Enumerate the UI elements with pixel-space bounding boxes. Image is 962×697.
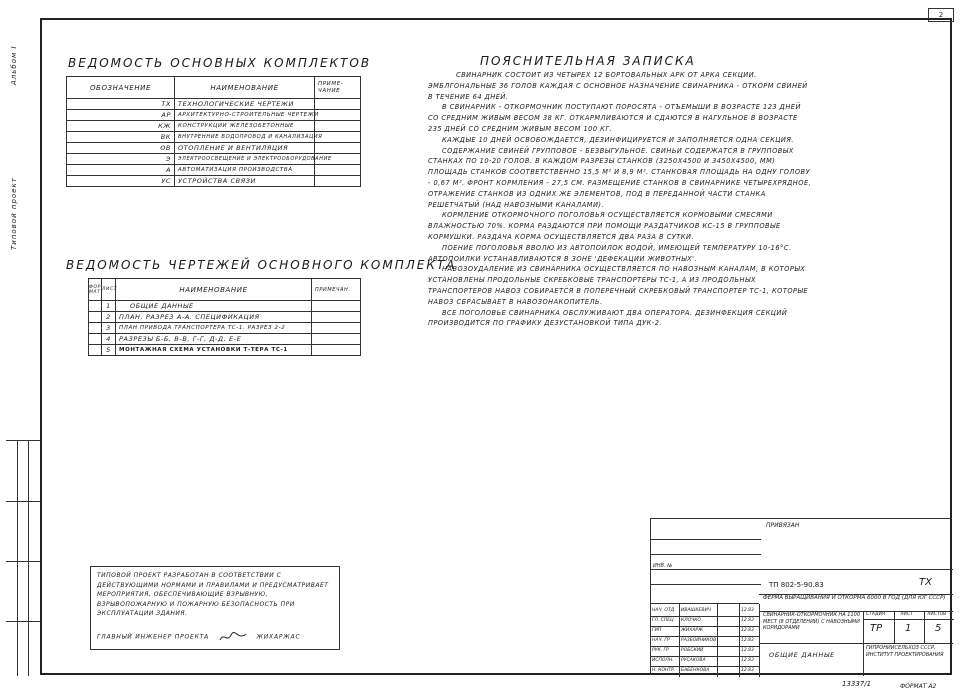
signature-mark-icon [218,631,248,643]
role-date: 12.83 [741,618,754,623]
drawing-name: МОНТАЖНАЯ СХЕМА УСТАНОВКИ Т-ТЕРА ТС-1 [116,345,312,356]
role-title: НАЧ. ОТД [652,608,675,613]
drawings-title: ВЕДОМОСТЬ ЧЕРТЕЖЕЙ ОСНОВНОГО КОМПЛЕКТА [66,258,457,272]
role-title: ИСПОЛН. [652,658,674,663]
note-paragraph: КАЖДЫЕ 10 ДНЕЙ ОСВОБОЖДАЕТСЯ, ДЕЗИНФИЦИРУЕТСЯ И ЗАПОЛНЯЕТСЯ ОДНА СЕКЦИЯ. [442,135,794,144]
title-block [650,518,952,675]
note-paragraph: ВСЕ ПОГОЛОВЬЕ СВИНАРНИКА ОБСЛУЖИВАЮТ ДВА ОПЕРАТОРА. ДЕЗИНФЕКЦИЯ СЕКЦИЙ ПРОИЗВОДИТСЯ ПО ГРАФИКУ ДЕЗУСТАНОВКОЙ ТИПА ДУК-2. [428,308,788,328]
role-name: ЖИХАРЖ [681,628,703,633]
note-paragraph: В СВИНАРНИК - ОТКОРМОЧНИК ПОСТУПАЮТ ПОРОСЯТА - ОТЪЕМЫШИ В ВОЗРАСТЕ 123 ДНЕЙ СО СРЕДНИМ ЖИВЫМ ВЕСОМ 38 КГ. ОТКАРМЛИВАЮТСЯ И СДАЮТСЯ В НАГУЛЬНОЕ В ВОЗРАСТЕ 235 ДНЕЙ СО СРЕДНИМ ЖИВЫМ ВЕСОМ 100 КГ. [428,103,801,133]
role-title: РУК. ГР [652,648,669,653]
role-name: БАБЕНКОВА [681,668,710,673]
stage-value: ТР [870,623,883,634]
role-title: Н. КОНТР. [652,668,676,673]
kits-name: ЭЛЕКТРООСВЕЩЕНИЕ И ЭЛЕКТРООБОРУДОВАНИЕ [175,154,315,165]
building-desc: СВИНАРНИК-ОТКОРМОЧНИК НА 1100 МЕСТ (8 ОТДЕЛЕНИЙ) С НАВОЗНЫМИ КОРИДОРАМИ [763,612,861,631]
note-paragraph: НАВОЗОУДАЛЕНИЕ ИЗ СВИНАРНИКА ОСУЩЕСТВЛЯЕТСЯ ПО НАВОЗНЫМ КАНАЛАМ, В КОТОРЫХ УСТАНОВЛЕНЫ ПРОДОЛЬНЫЕ СКРЕБКОВЫЕ ТРАНСПОРТЕРЫ ТС-1, А ИЗ ПРОДОЛЬНЫХ ТРАНСПОРТЕРОВ НАВОЗ СОБИРАЕТСЯ В ПОПЕРЕЧНЫЙ СКРЕБКОВЫЙ ТРАНСПОРТЕР ТС-1, КОТОРЫЕ НАВОЗ СБРАСЫВАЕТ В НАВОЗОНАКОПИТЕЛЬ. [428,265,809,306]
sheet-header: ЛИСТ [900,612,913,617]
kits-name: УСТРОЙСТВА СВЯЗИ [175,176,315,187]
kits-code: Э [67,154,175,165]
institute: ГИПРОНИИСЕЛЬХОЗ СССР, ИНСТИТУТ ПРОЕКТИРОВАНИЯ [866,645,944,658]
doc-mark: ТХ [919,577,932,588]
kits-code: ВК [67,132,175,143]
drawing-name: РАЗРЕЗЫ Б-Б, В-В, Г-Г, Д-Д, Е-Е [116,334,312,345]
stage-header: СТАДИЯ [866,612,885,617]
drawing-name: ОБЩИЕ ДАННЫЕ [116,301,312,312]
kits-name: АВТОМАТИЗАЦИЯ ПРОИЗВОДСТВА [175,165,315,176]
kits-name: КОНСТРУКЦИИ ЖЕЛЕЗОБЕТОННЫЕ [175,121,315,132]
kits-table [66,76,361,187]
note-paragraph: КОРМЛЕНИЕ ОТКОРМОЧНОГО ПОГОЛОВЬЯ ОСУЩЕСТВЛЯЕТСЯ КОРМОВЫМИ СМЕСЯМИ ВЛАЖНОСТЬЮ 70%. КОРМА РАЗДАЮТСЯ ПРИ ПОМОЩИ РАЗДАТЧИКОВ КС-15 В ГРУППОВЫЕ КОРМУШКИ. РАЗДАЧА КОРМА ОСУЩЕСТВЛЯЕТСЯ ДВА РАЗА В СУТКИ. [428,211,781,241]
role-name: ИВАШКЕВИЧ [681,608,711,613]
inv-label: ИНВ. № [653,563,673,569]
kits-header-code: ОБОЗНАЧЕНИЕ [67,77,175,99]
role-date: 12.83 [741,608,754,613]
drawings-table [88,278,361,356]
drawings-header-format: ФОР-МАТ [89,279,102,301]
sheet-number-box [928,8,954,22]
drawings-header-note: ПРИМЕЧАН. [312,279,361,301]
signature-name: ЖИХАРЖАС [256,633,301,641]
sheets-value: 5 [935,623,942,634]
role-date: 12.83 [741,638,754,643]
drawing-sheet-no: 2 [102,312,116,323]
drawing-sheet-no: 5 [102,345,116,356]
kits-header-note: ПРИМЕ-ЧАНИЕ [315,77,361,99]
drawing-sheet-no: 3 [102,323,116,334]
kits-code: А [67,165,175,176]
kits-code: УС [67,176,175,187]
kits-name: АРХИТЕКТУРНО-СТРОИТЕЛЬНЫЕ ЧЕРТЕЖИ [175,110,315,121]
note-paragraph: СВИНАРНИК СОСТОИТ ИЗ ЧЕТЫРЕХ 12 БОРТОВАЛЬНЫХ АРК ОТ АРКА СЕКЦИИ. ЭМБЛГОНАЛЬНЫЕ 36 ГОЛОВ КАЖДАЯ С ОСНОВНОЕ НАЗНАЧЕНИЕ СВИНАРНИКА - ОТКОРМ СВИНЕЙ В ТЕЧЕНИЕ 64 ДНЕЙ. [428,71,808,101]
kits-title: ВЕДОМОСТЬ ОСНОВНЫХ КОМПЛЕКТОВ [68,56,372,70]
drawings-header-sheet: ЛИСТ [102,279,116,301]
note-paragraph: ПОЕНИЕ ПОГОЛОВЬЯ ВВОЛЮ ИЗ АВТОПОИЛОК ВОДОЙ, ИМЕЮЩЕЙ ТЕМПЕРАТУРУ 10-16°С. АВТОПОИЛКИ УСТАНАВЛИВАЮТСЯ В ЗОНЕ 'ДЕФЕКАЦИИ ЖИВОТНЫХ'. [428,243,792,263]
role-name: КЛОЧКО [681,618,701,623]
sheet-title: ОБЩИЕ ДАННЫЕ [769,651,836,659]
role-date: 12.83 [741,668,754,673]
sheets-header: ЛИСТОВ [927,612,947,617]
drawing-sheet-no: 1 [102,301,116,312]
binding-grid [6,440,40,676]
note-title: ПОЯСНИТЕЛЬНАЯ ЗАПИСКА [480,54,696,68]
role-title: ГИП [652,628,662,633]
role-title: НАЧ. ГР [652,638,670,643]
role-name: РУСАКОВА [681,658,706,663]
side-label-project: Типовой проект [10,177,18,250]
binding-label: ПРИВЯЗАН [766,522,800,529]
org-desc: ФЕРМА ВЫРАЩИВАНИЯ И ОТКОРМА 6000 В ГОД (ДЛЯ ЮГ СССР) [763,595,946,601]
copy-number: 13337/1 [842,680,872,688]
role-date: 12.83 [741,648,754,653]
drawings-header-name: НАИМЕНОВАНИЕ [116,279,312,301]
note-body [428,70,813,415]
kits-name: ТЕХНОЛОГИЧЕСКИЕ ЧЕРТЕЖИ [175,99,315,110]
kits-code: ТХ [67,99,175,110]
doc-code: ТП 802-5-90.83 [769,581,824,589]
role-title: ГЛ. СПЕЦ [652,618,674,623]
drawing-name: ПЛАН ПРИВОДА ТРАНСПОРТЕРА ТС-1. РАЗРЕЗ 2-2 [116,323,312,334]
compliance-text: ТИПОВОЙ ПРОЕКТ РАЗРАБОТАН В СООТВЕТСТВИИ С ДЕЙСТВУЮЩИМИ НОРМАМИ И ПРАВИЛАМИ И ПРЕДУСМАТРИВАЕТ МЕРОПРИЯТИЯ, ОБЕСПЕЧИВАЮЩИЕ ВЗРЫВНУЮ, ВЗРЫВОПОЖАРНУЮ И ПОЖАРНУЮ БЕЗОПАСНОСТЬ ПРИ ЭКСПЛУАТАЦИИ ЗДАНИЯ. [97,572,329,617]
sheet-value: 1 [905,623,912,634]
role-date: 12.83 [741,628,754,633]
side-label-album: Альбом I [10,45,18,85]
signature-label: ГЛАВНЫЙ ИНЖЕНЕР ПРОЕКТА [97,633,210,641]
drawing-sheet-no: 4 [102,334,116,345]
compliance-box [90,566,340,650]
kits-code: АР [67,110,175,121]
note-paragraph: СОДЕРЖАНИЕ СВИНЕЙ ГРУППОВОЕ - БЕЗВЫГУЛЬНОЕ. СВИНЬИ СОДЕРЖАТСЯ В ГРУППОВЫХ СТАНКАХ ПО 10-20 ГОЛОВ. В КАЖДОМ РАЗРЕЗЫ СТАНКОВ (3250Х4500 И 3450Х4500, ММ) ПЛОЩАДЬ СТАНКОВ СООТВЕТСТВЕННО 15,5 М² И 8,9 М². СТАНКОВАЯ ПЛОЩАДЬ НА ОДНУ ГОЛОВУ - 0,67 М². ФРОНТ КОРМЛЕНИЯ - 27,5 СМ. РАЗМЕЩЕНИЕ СТАНКОВ В СВИНАРНИКЕ ЧЕТЫРЕХРЯДНОЕ, ОТРАЖЕНИЕ СТАНКОВ ИЗ ОДНИХ ЖЕ ЭЛЕМЕНТОВ, ПОД В ПЕРЕДАННОЙ ЧАСТИ СТАНКА РЕШЕТЧАТЫЙ (НАД НАВОЗНЫМИ КАНАЛАМИ). [428,146,812,209]
role-name: РОБСКИЙ [681,648,704,653]
drawing-name: ПЛАН, РАЗРЕЗ А-А. СПЕЦИФИКАЦИЯ [116,312,312,323]
kits-code: ОВ [67,143,175,154]
kits-name: ОТОПЛЕНИЕ И ВЕНТИЛЯЦИЯ [175,143,315,154]
role-date: 12.83 [741,658,754,663]
format-label: ФОРМАТ А2 [900,683,937,690]
kits-name: ВНУТРЕННИЕ ВОДОПРОВОД И КАНАЛИЗАЦИЯ [175,132,315,143]
kits-header-name: НАИМЕНОВАНИЕ [175,77,315,99]
role-name: РАЗБОЙНИКОВ [681,638,717,643]
role-row [651,666,759,676]
sheet-number: 2 [938,11,944,19]
kits-code: КЖ [67,121,175,132]
